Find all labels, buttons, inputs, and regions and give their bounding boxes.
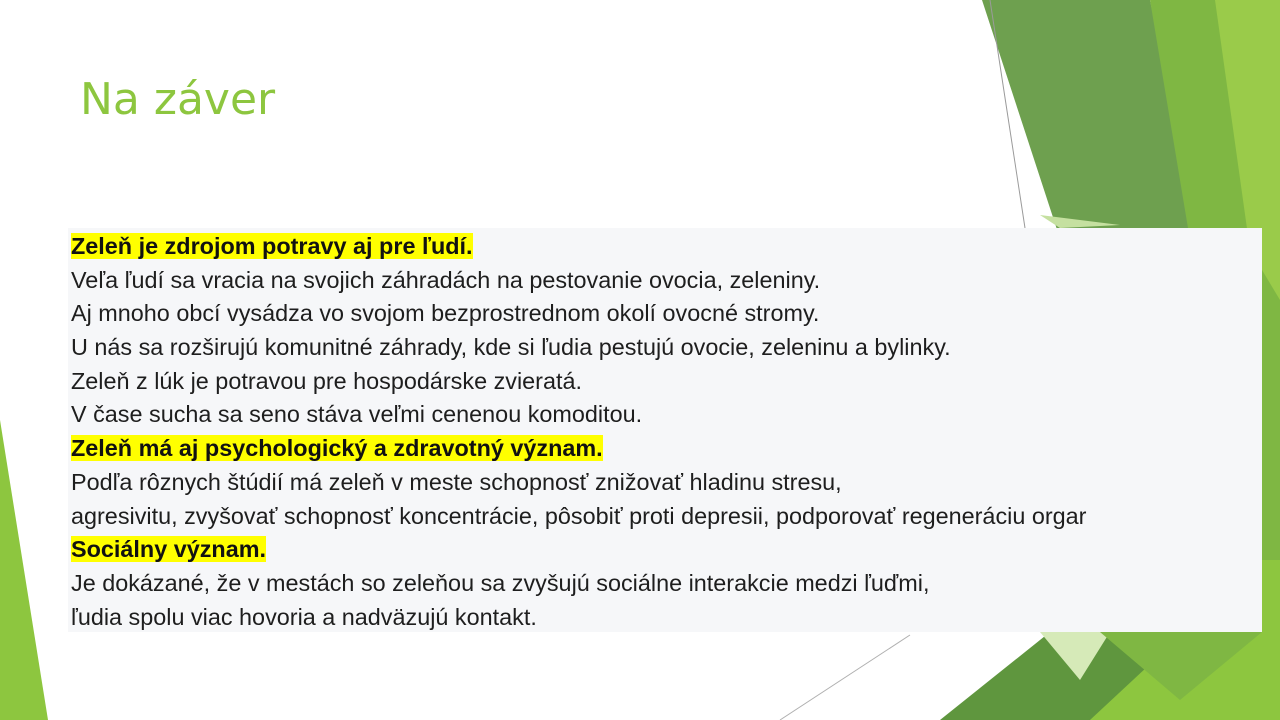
body-text-line — [71, 331, 1262, 365]
body-text: ľudia spolu viac hovoria a nadväzujú kontakt. — [71, 603, 537, 630]
body-text-line — [71, 601, 1262, 632]
body-text-line — [71, 466, 1262, 500]
slide-title: Na záver — [80, 74, 276, 125]
decor-thin-line-bottom — [780, 635, 910, 720]
body-text-line — [71, 398, 1262, 432]
body-text: Podľa rôznych štúdií má zeleň v meste schopnosť znižovať hladinu stresu, — [71, 468, 842, 495]
body-text: U nás sa rozširujú komunitné záhrady, kde si ľudia pestujú ovocie, zeleninu a bylinky. — [71, 334, 951, 361]
decor-left-panel — [0, 420, 48, 720]
body-text: Aj mnoho obcí vysádza vo svojom bezprostrednom okolí ovocné stromy. — [71, 300, 820, 327]
highlighted-heading-text: Zeleň má aj psychologický a zdravotný význam. — [71, 435, 603, 462]
body-text: Je dokázané, že v mestách so zeleňou sa zvyšujú sociálne interakcie medzi ľuďmi, — [71, 569, 930, 596]
highlighted-heading-text: Zeleň je zdrojom potravy aj pre ľudí. — [71, 233, 473, 259]
body-text-line — [71, 264, 1262, 298]
body-text-line — [71, 567, 1262, 601]
body-text: V čase sucha sa seno stáva veľmi cenenou komoditou. — [71, 401, 643, 428]
body-text-line — [71, 365, 1262, 399]
highlighted-heading-line — [71, 230, 1262, 264]
highlighted-heading-line — [71, 533, 1262, 567]
highlighted-heading-text: Sociálny význam. — [71, 536, 267, 563]
content-text-box — [68, 228, 1262, 632]
body-text: Zeleň z lúk je potravou pre hospodárske zvieratá. — [71, 367, 582, 394]
body-text-line — [71, 500, 1262, 534]
body-text-line — [71, 297, 1262, 331]
body-text: Veľa ľudí sa vracia na svojich záhradách na pestovanie ovocia, zeleniny. — [71, 266, 821, 293]
paragraph-list — [71, 230, 1262, 632]
body-text: agresivitu, zvyšovať schopnosť koncentrácie, pôsobiť proti depresii, podporovať regeneráciu orgar — [71, 502, 1087, 529]
highlighted-heading-line — [71, 432, 1262, 466]
